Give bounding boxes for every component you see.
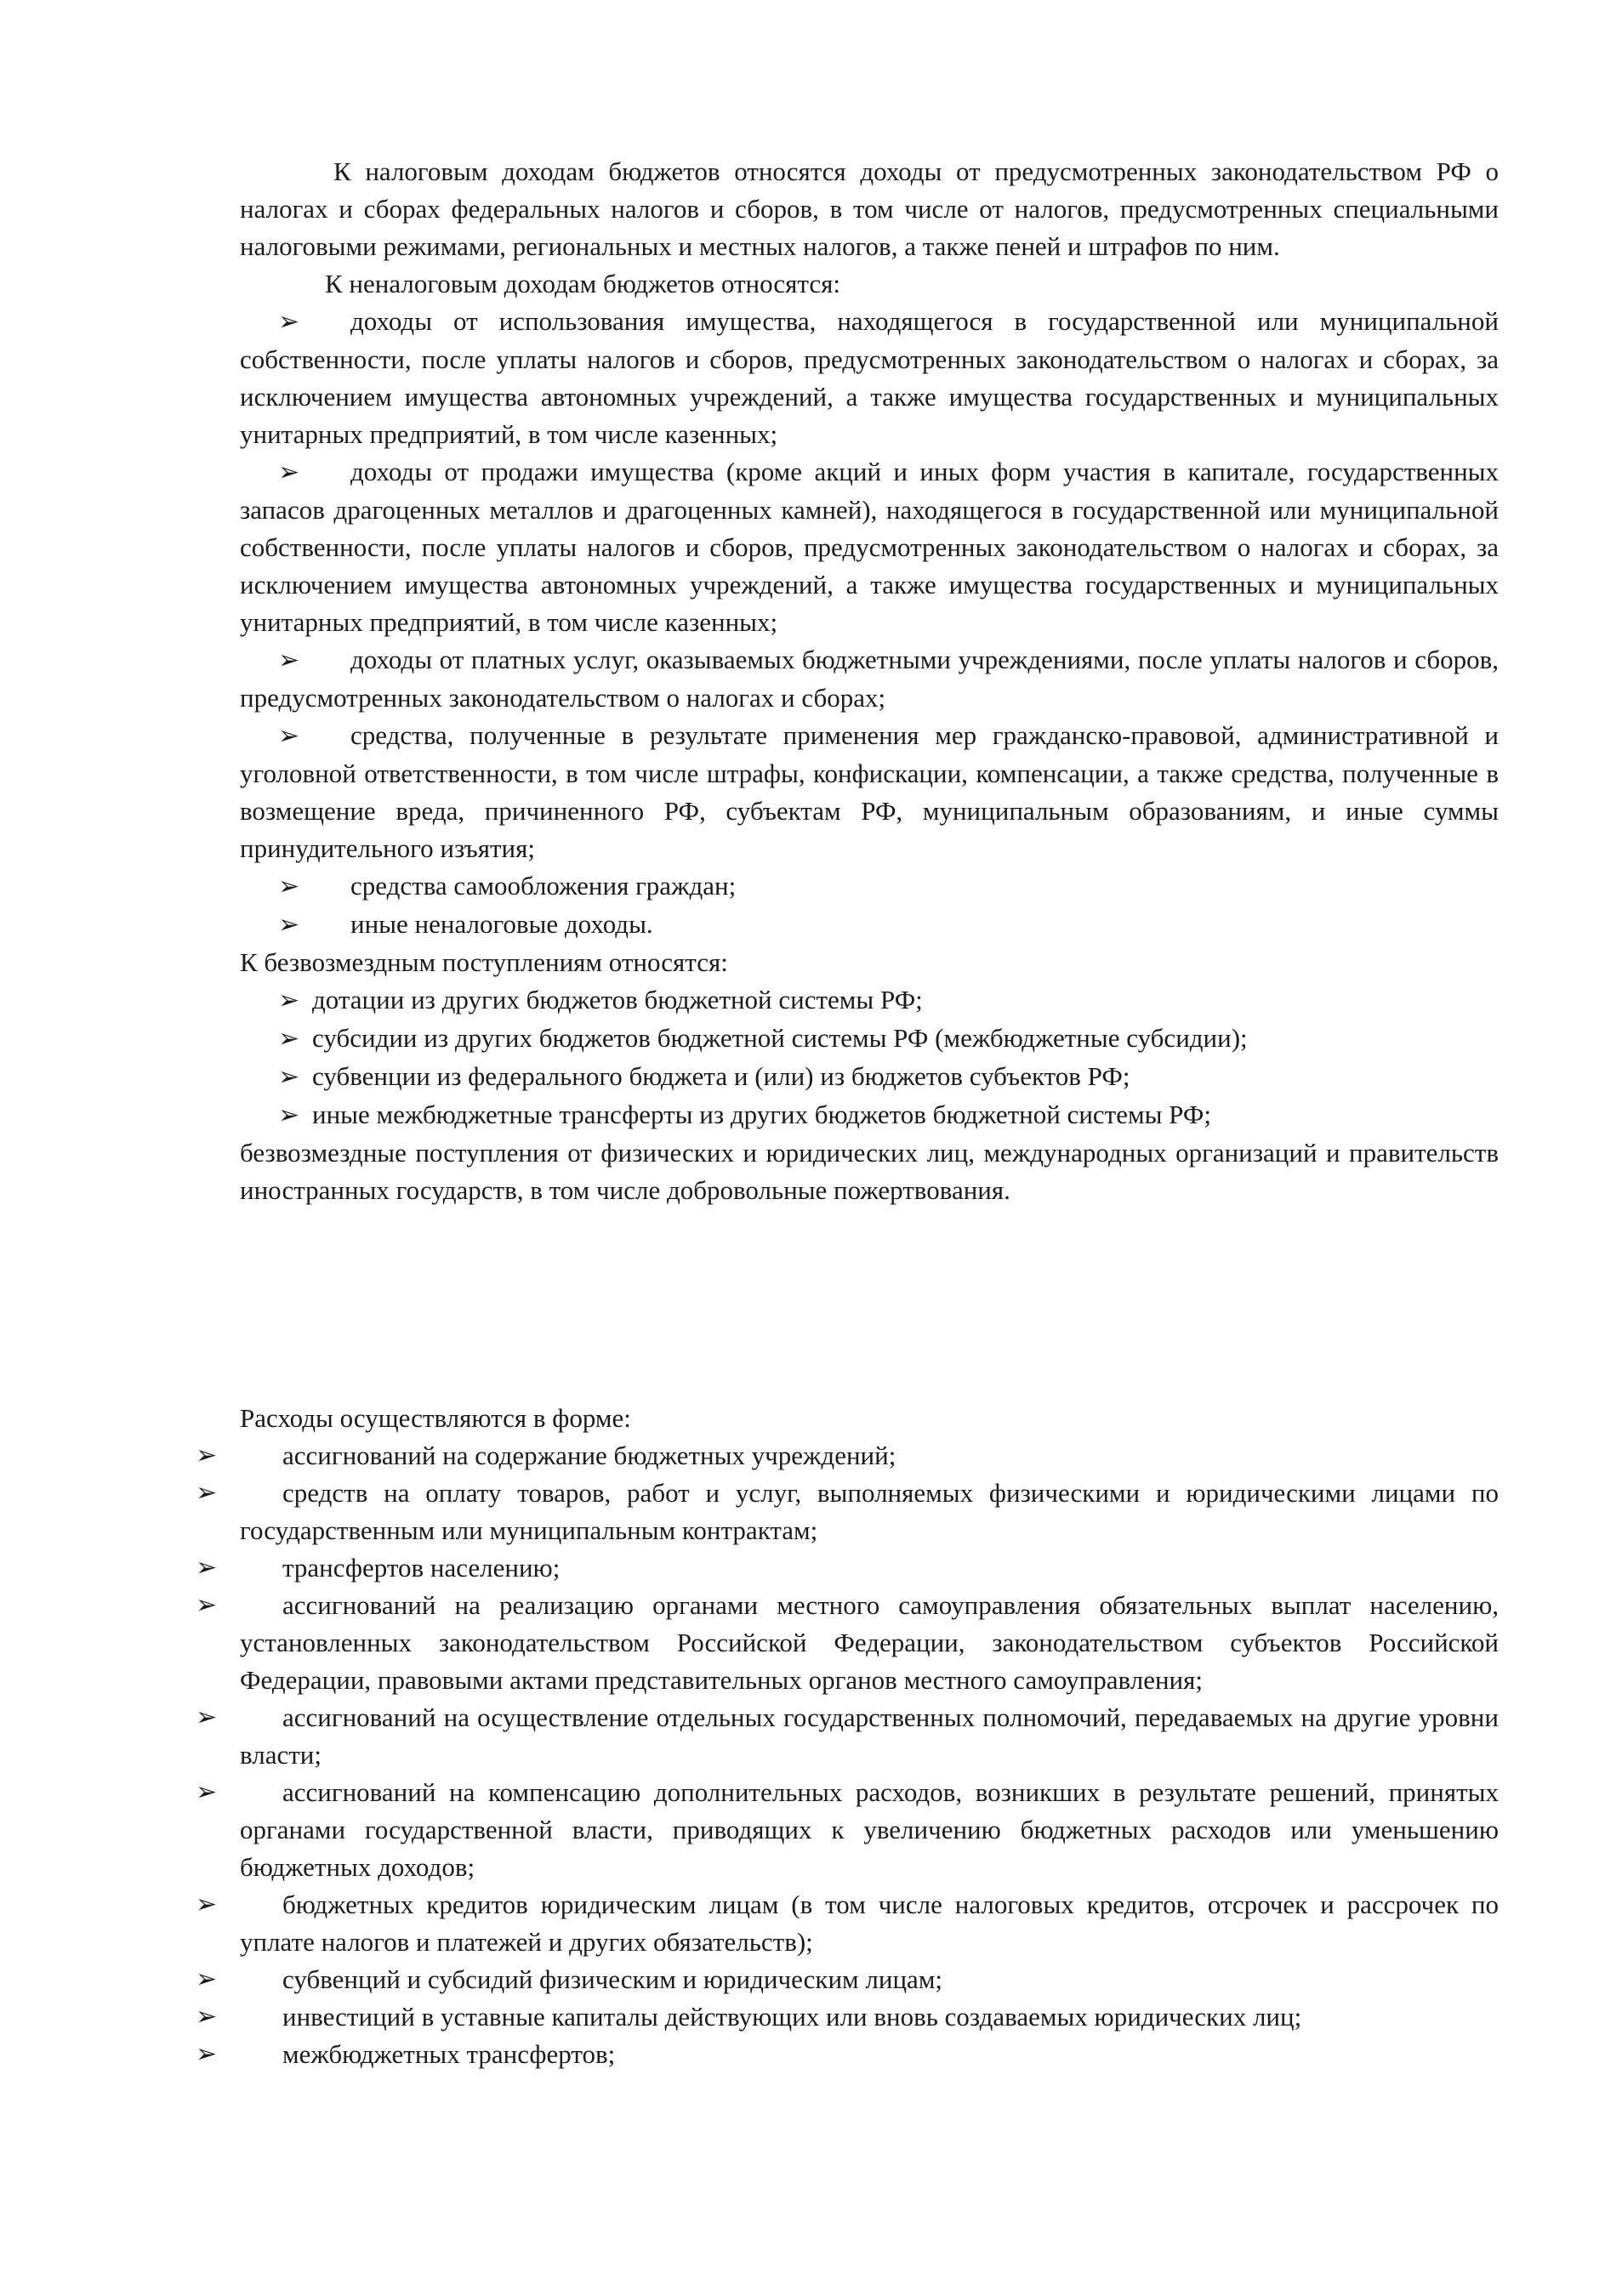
- arrow-bullet-icon: ➢: [278, 1100, 300, 1130]
- list-item: ➢ ассигнований на компенсацию дополнительных расходов, возникших в результате решений, принятых органами государственной власти, приводящих к увеличению бюджетных расходов или уменьшению бюджетных доходов;: [240, 1774, 1499, 1886]
- arrow-bullet-icon: ➢: [196, 1890, 218, 1919]
- list-item: ➢ субсидии из других бюджетов бюджетной системы РФ (межбюджетные субсидии);: [240, 1020, 1499, 1058]
- list-item: ➢ доходы от продажи имущества (кроме акций и иных форм участия в капитале, государственных запасов драгоценных металлов и драгоценных камней), находящегося в государственной или муниципальной собственности, после уплаты налогов и сборов, предусмотренных законодательством о налогах и сборах, за исключением имущества автономных учреждений, а также имущества государственных и муниципальных унитарных предприятий, в том числе казенных;: [240, 453, 1499, 641]
- arrow-bullet-icon: ➢: [196, 1441, 218, 1470]
- arrow-bullet-icon: ➢: [196, 1777, 218, 1807]
- list-item: ➢ трансфертов населению;: [240, 1549, 1499, 1587]
- arrow-bullet-icon: ➢: [278, 910, 300, 940]
- arrow-bullet-icon: ➢: [196, 1478, 218, 1508]
- list-item: ➢ ассигнований на содержание бюджетных учреждений;: [240, 1437, 1499, 1475]
- expenses-section: [196, 1400, 1499, 2073]
- list-item: ➢ доходы от платных услуг, оказываемых бюджетными учреждениями, после уплаты налогов и сборов, предусмотренных законодательством о налогах и сборах;: [240, 641, 1499, 717]
- tax-revenues-paragraph: К налоговым доходам бюджетов относятся доходы от предусмотренных законодательством РФ о налогах и сборах федеральных налогов и сборов, в том числе от налогов, предусмотренных специальными налоговыми режимами, региональных и местных налогов, а также пеней и штрафов по ним.: [240, 156, 1499, 261]
- list-item: ➢ ассигнований на реализацию органами местного самоуправления обязательных выплат населению, установленных законодательством Российской Федерации, законодательством субъектов Российской Федерации, правовыми актами представительных органов местного самоуправления;: [240, 1587, 1499, 1699]
- arrow-bullet-icon: ➢: [278, 307, 300, 337]
- arrow-bullet-icon: ➢: [278, 721, 300, 751]
- arrow-bullet-icon: ➢: [196, 2002, 218, 2032]
- arrow-bullet-icon: ➢: [278, 1062, 300, 1092]
- list-item: ➢ субвенции из федерального бюджета и (или) из бюджетов субъектов РФ;: [240, 1058, 1499, 1096]
- arrow-bullet-icon: ➢: [196, 1964, 218, 1994]
- donations-paragraph: безвозмездные поступления от физических и юридических лиц, международных организаций и правительств иностранных государств, в том числе добровольные пожертвования.: [240, 1138, 1499, 1205]
- nontax-heading: К неналоговым доходам бюджетов относятся:: [325, 269, 840, 298]
- arrow-bullet-icon: ➢: [278, 457, 300, 487]
- list-item: ➢ субвенций и субсидий физическим и юридическим лицам;: [240, 1961, 1499, 1998]
- grants-heading: К безвозмездным поступлениям относятся:: [240, 947, 728, 977]
- list-item: ➢ средства самообложения граждан;: [240, 867, 1499, 906]
- revenues-section: [240, 153, 1499, 1209]
- list-item: ➢ иные неналоговые доходы.: [240, 906, 1499, 944]
- arrow-bullet-icon: ➢: [278, 872, 300, 901]
- list-item: ➢ дотации из других бюджетов бюджетной системы РФ;: [240, 981, 1499, 1020]
- arrow-bullet-icon: ➢: [196, 1702, 218, 1732]
- arrow-bullet-icon: ➢: [278, 645, 300, 675]
- list-item: ➢ средств на оплату товаров, работ и услуг, выполняемых физическими и юридическими лицами по государственным или муниципальным контрактам;: [240, 1475, 1499, 1549]
- list-item: ➢ средства, полученные в результате применения мер гражданско-правовой, административной и уголовной ответственности, в том числе штрафы, конфискации, компенсации, а также средства, полученные в возмещение вреда, причиненного РФ, субъектам РФ, муниципальным образованиям, и иные суммы принудительного изъятия;: [240, 717, 1499, 867]
- list-item: ➢ бюджетных кредитов юридическим лицам (в том числе налоговых кредитов, отсрочек и рассрочек по уплате налогов и платежей и других обязательств);: [240, 1886, 1499, 1961]
- list-item: ➢ ассигнований на осуществление отдельных государственных полномочий, передаваемых на другие уровни власти;: [240, 1699, 1499, 1774]
- arrow-bullet-icon: ➢: [278, 986, 300, 1015]
- arrow-bullet-icon: ➢: [278, 1024, 300, 1054]
- arrow-bullet-icon: ➢: [196, 1553, 218, 1583]
- list-item: ➢ иные межбюджетные трансферты из других бюджетов бюджетной системы РФ;: [240, 1096, 1499, 1134]
- list-item: ➢ доходы от использования имущества, находящегося в государственной или муниципальной собственности, после уплаты налогов и сборов, предусмотренных законодательством о налогах и сборах, за исключением имущества автономных учреждений, а также имущества государственных и муниципальных унитарных предприятий, в том числе казенных;: [240, 303, 1499, 453]
- list-item: ➢ инвестиций в уставные капиталы действующих или вновь создаваемых юридических лиц;: [240, 1998, 1499, 2036]
- arrow-bullet-icon: ➢: [196, 2039, 218, 2069]
- expenses-heading: Расходы осуществляются в форме:: [240, 1403, 631, 1433]
- list-item: ➢ межбюджетных трансфертов;: [240, 2036, 1499, 2073]
- arrow-bullet-icon: ➢: [196, 1590, 218, 1620]
